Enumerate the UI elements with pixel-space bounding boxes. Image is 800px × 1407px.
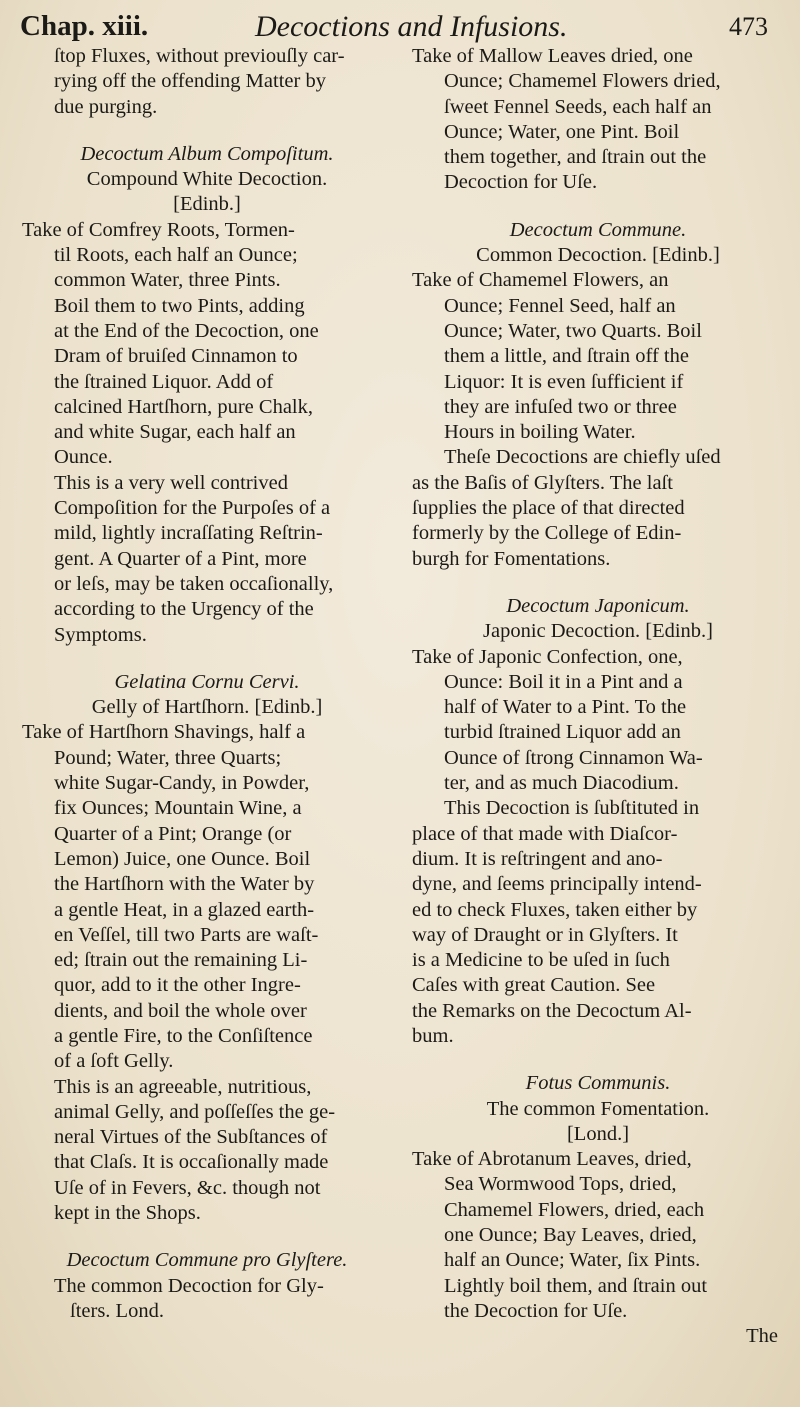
recipe-album: [22, 142, 392, 648]
text-line: gent. A Quarter of a Pint, more: [54, 547, 307, 570]
text-line: common Water, three Pints.: [54, 269, 281, 292]
recipe-source: [Edinb.]: [173, 193, 241, 216]
recipe-gelatina: [22, 670, 392, 1227]
text-line: dyne, and ſeems principally intend-: [412, 873, 702, 896]
text-line: Lemon) Juice, one Ounce. Boil: [54, 847, 311, 870]
text-line: ed; ſtrain out the remaining Li-: [54, 949, 308, 972]
text-line: Take of Hartſhorn Shavings, half a: [22, 721, 306, 744]
text-line: Pound; Water, three Quarts;: [54, 746, 282, 769]
recipe-latin-title: Decoctum Commune.: [509, 218, 687, 241]
text-line: This Decoction is ſubſtituted in: [444, 797, 700, 820]
text-line: dium. It is reſtringent and ano-: [412, 847, 663, 870]
text-line: This is an agreeable, nutritious,: [54, 1075, 312, 1098]
text-line: animal Gelly, and poſſeſſes the ge-: [54, 1100, 336, 1123]
recipe-japonicum: [412, 594, 784, 1049]
text-line: Quarter of a Pint; Orange (or: [54, 822, 292, 845]
text-line: Take of Japonic Confection, one,: [412, 645, 683, 668]
text-line: Ounce; Water, two Quarts. Boil: [444, 319, 702, 342]
text-line: ter, and as much Diacodium.: [444, 772, 679, 795]
text-line: Take of Chamemel Flowers, an: [412, 269, 669, 292]
text-line: due purging.: [54, 95, 158, 118]
recipe-english-title: Common Decoction. [Edinb.]: [476, 244, 720, 267]
text-line: Chamemel Flowers, dried, each: [444, 1198, 705, 1221]
text-line: one Ounce; Bay Leaves, dried,: [444, 1224, 697, 1247]
running-header: [20, 8, 778, 48]
text-line: Caſes with great Caution. See: [412, 974, 656, 997]
recipe-english-title: The common Fomentation.: [486, 1097, 710, 1120]
recipe-glysters: [22, 1248, 392, 1324]
recipe-latin-title: Decoctum Commune pro Glyſtere.: [66, 1249, 348, 1272]
text-line: turbid ſtrained Liquor add an: [444, 721, 681, 744]
recipe-latin-title: Decoctum Japonicum.: [506, 594, 690, 617]
recipe-english-title: Compound White Decoction.: [86, 168, 328, 191]
text-line: burgh for Fomentations.: [412, 547, 611, 570]
text-line: til Roots, each half an Ounce;: [54, 244, 298, 267]
text-line: Theſe Decoctions are chiefly uſed: [444, 446, 721, 469]
text-line: them a little, and ſtrain off the: [444, 345, 689, 368]
text-line: way of Draught or in Glyſters. It: [412, 923, 678, 946]
text-line: mild, lightly incraſſating Reſtrin-: [54, 522, 323, 545]
text-line: or leſs, may be taken occaſionally,: [54, 572, 334, 595]
text-line: en Veſſel, till two Parts are waſt-: [54, 923, 319, 946]
text-line: of a ſoft Gelly.: [54, 1050, 174, 1073]
text-line: the Decoction for Uſe.: [444, 1299, 628, 1322]
text-line: Ounce of ſtrong Cinnamon Wa-: [444, 746, 703, 769]
text-line: formerly by the College of Edin-: [412, 522, 682, 545]
text-line: Dram of bruiſed Cinnamon to: [54, 345, 298, 368]
text-line: This is a very well contrived: [54, 471, 288, 494]
text-line: the ſtrained Liquor. Add of: [54, 370, 274, 393]
recipe-latin-title: Gelatina Cornu Cervi.: [114, 670, 300, 693]
text-line: at the End of the Decoction, one: [54, 319, 319, 342]
recipe-mallow: [412, 44, 784, 196]
text-line: half of Water to a Pint. To the: [444, 696, 687, 719]
text-line: ſtop Fluxes, without previouſly car-: [54, 45, 345, 67]
text-line: Liquor: It is even ſufficient if: [444, 370, 684, 393]
recipe-latin-title: Decoctum Album Compoſitum.: [80, 142, 334, 165]
text-line: kept in the Shops.: [54, 1202, 201, 1225]
text-line: Ounce: Boil it in a Pint and a: [444, 670, 683, 693]
text-line: Ounce; Chamemel Flowers dried,: [444, 70, 721, 93]
text-line: they are infuſed two or three: [444, 395, 677, 418]
recipe-english-title: Gelly of Hartſhorn. [Edinb.]: [91, 696, 323, 719]
text-line: fix Ounces; Mountain Wine, a: [54, 797, 302, 820]
text-line: Ounce; Fennel Seed, half an: [444, 294, 676, 317]
text-line: The common Decoction for Gly-: [54, 1274, 324, 1297]
text-line: the Remarks on the Decoctum Al-: [412, 999, 692, 1022]
text-line: Take of Mallow Leaves dried, one: [412, 45, 693, 67]
text-line: as the Baſis of Glyſters. The laſt: [412, 471, 673, 494]
catchword: The: [746, 1325, 778, 1348]
text-line: calcined Hartſhorn, pure Chalk,: [54, 395, 314, 418]
text-line: quor, add to it the other Ingre-: [54, 974, 301, 997]
text-line: ed to check Fluxes, taken either by: [412, 898, 698, 921]
recipe-fotus: [412, 1071, 784, 1324]
chapter-label: Chap. xiii.: [20, 10, 149, 42]
text-line: Take of Abrotanum Leaves, dried,: [412, 1148, 692, 1171]
right-column: [412, 44, 784, 1350]
text-line: a gentle Fire, to the Conſiſtence: [54, 1024, 313, 1047]
text-line: them together, and ſtrain out the: [444, 146, 707, 169]
text-line: ſweet Fennel Seeds, each half an: [444, 95, 712, 118]
text-line: according to the Urgency of the: [54, 598, 314, 621]
text-line: dients, and boil the whole over: [54, 999, 307, 1022]
text-line: Decoction for Uſe.: [444, 171, 598, 194]
continuation-text: [22, 44, 392, 120]
text-line: ſupplies the place of that directed: [412, 497, 685, 520]
text-line: Sea Wormwood Tops, dried,: [444, 1173, 677, 1196]
left-column: [22, 44, 392, 1324]
text-line: neral Virtues of the Subſtances of: [54, 1126, 328, 1149]
text-line: rying off the offending Matter by: [54, 70, 326, 93]
text-line: white Sugar-Candy, in Powder,: [54, 772, 310, 795]
text-line: is a Medicine to be uſed in ſuch: [412, 949, 670, 972]
text-line: Hours in boiling Water.: [444, 421, 636, 444]
text-line: Take of Comfrey Roots, Tormen-: [22, 218, 295, 241]
text-line: and white Sugar, each half an: [54, 421, 296, 444]
text-line: Uſe of in Fevers, &c. though not: [54, 1176, 321, 1199]
text-line: a gentle Heat, in a glazed earth-: [54, 898, 315, 921]
text-line: Lightly boil them, and ſtrain out: [444, 1274, 708, 1297]
text-line: place of that made with Diaſcor-: [412, 822, 678, 845]
text-line: Ounce.: [54, 446, 113, 469]
text-line: ſters. Lond.: [70, 1299, 164, 1322]
text-line: that Claſs. It is occaſionally made: [54, 1151, 329, 1174]
text-line: Compoſition for the Purpoſes of a: [54, 497, 331, 520]
text-line: the Hartſhorn with the Water by: [54, 873, 315, 896]
running-title: Decoctions and Infusions.: [255, 10, 568, 43]
recipe-source: [Lond.]: [566, 1122, 630, 1145]
text-line: Ounce; Water, one Pint. Boil: [444, 120, 680, 143]
recipe-latin-title: Fotus Communis.: [525, 1072, 671, 1095]
text-line: bum.: [412, 1024, 454, 1047]
text-line: half an Ounce; Water, ſix Pints.: [444, 1249, 701, 1272]
recipe-english-title: Japonic Decoction. [Edinb.]: [483, 620, 713, 643]
text-line: Boil them to two Pints, adding: [54, 294, 305, 317]
page-number: 473: [729, 12, 768, 41]
text-line: Symptoms.: [54, 623, 147, 646]
recipe-commune: [412, 218, 784, 572]
